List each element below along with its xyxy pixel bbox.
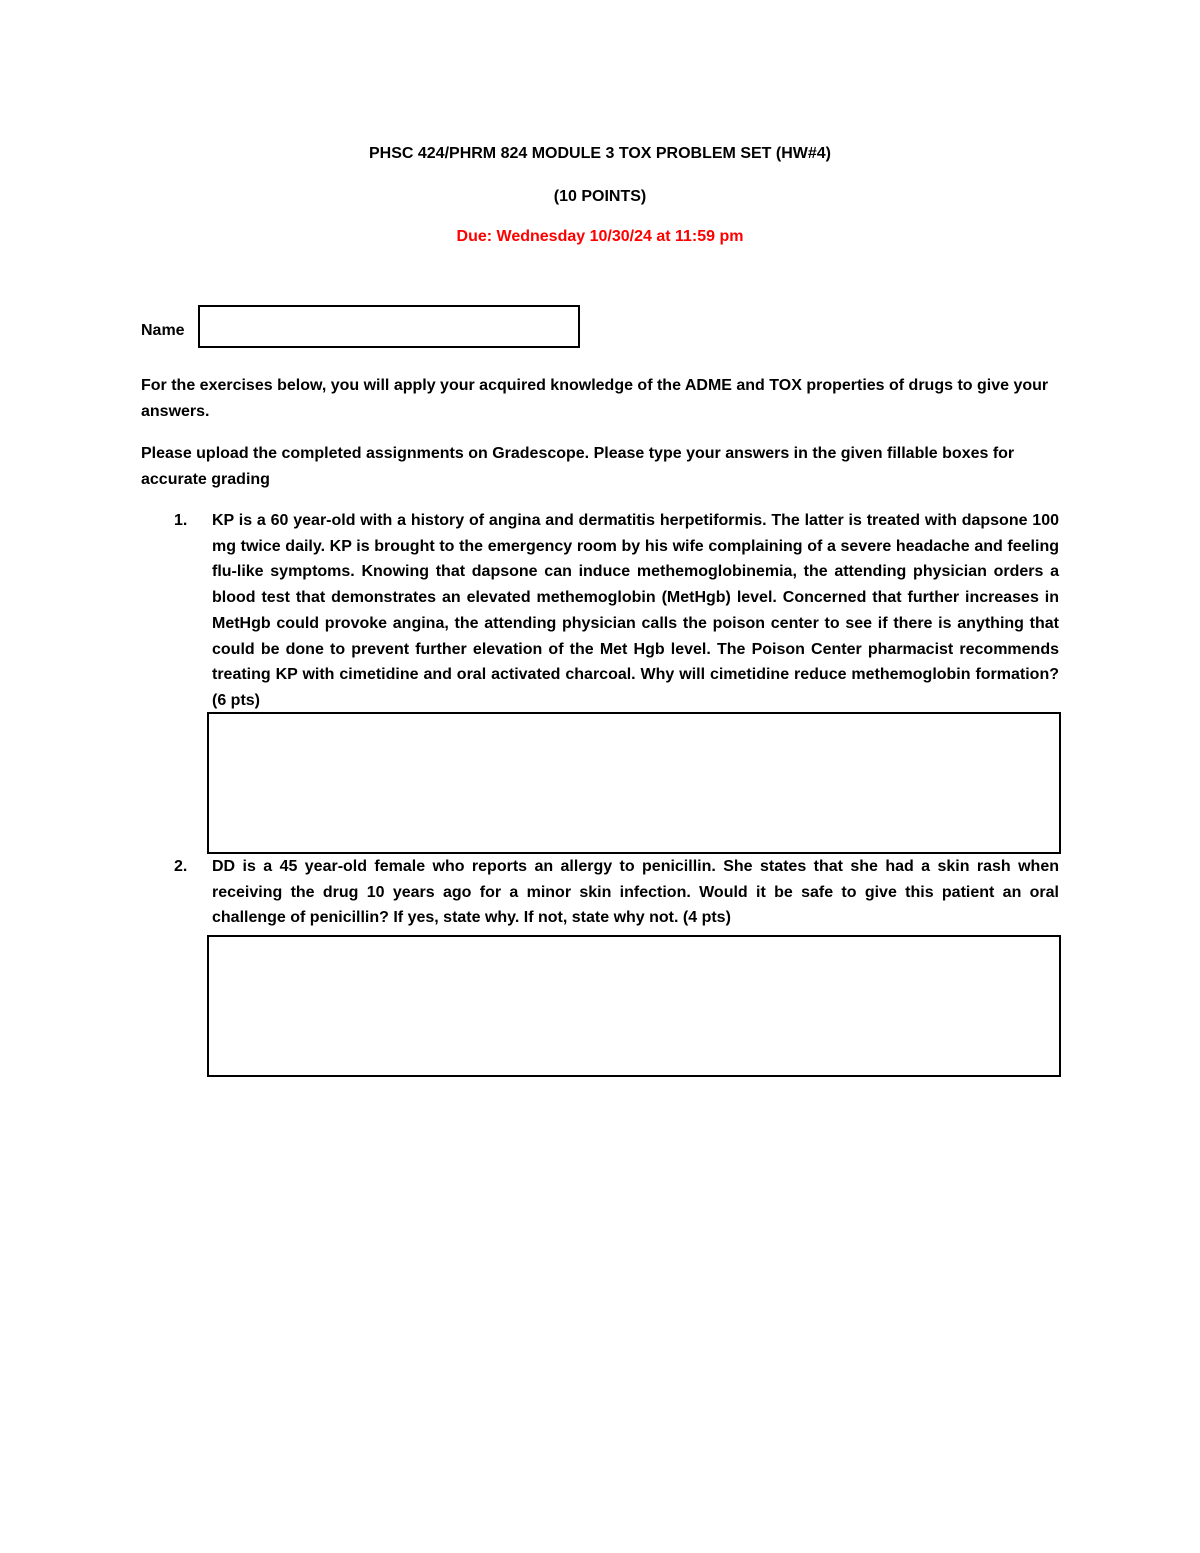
instructions-paragraph-1: For the exercises below, you will apply your acquired knowledge of the ADME and TOX properties of drugs to give your answers. <box>141 377 1049 420</box>
question-2-text: DD is a 45 year-old female who reports an allergy to penicillin. She states that she had a skin rash when receiving the drug 10 years ago for a minor skin infection. Would it be safe to give this patient an oral challenge of penicillin? If yes, state why. If not, state why not. (4 pts) <box>212 858 1059 927</box>
question-2-number: 2. <box>174 858 188 875</box>
total-points: (10 POINTS) <box>553 188 647 205</box>
question-2-answer-field[interactable] <box>207 935 1061 1077</box>
document-title: PHSC 424/PHRM 824 MODULE 3 TOX PROBLEM SET (HW#4) <box>368 145 831 162</box>
instructions-paragraph-2: Please upload the completed assignments on Gradescope. Please type your answers in the given fillable boxes for accurate grading <box>141 445 1015 488</box>
question-1-text: KP is a 60 year-old with a history of angina and dermatitis herpetiformis. The latter is treated with dapsone 100 mg twice daily. KP is brought to the emergency room by his wife complaining of a severe headache and feeling flu-like symptoms. Knowing that dapsone can induce methemoglobinemia, the attending physician orders a blood test that demonstrates an elevated methemoglobin (MetHgb) level. Concerned that further increases in MetHgb could provoke angina, the attending physician calls the poison center to see if there is anything that could be done to prevent further elevation of the Met Hgb level. The Poison Center pharmacist recommends treating KP with cimetidine and oral activated charcoal. Why will cimetidine reduce methemoglobin formation? (6 pts) <box>212 512 1059 709</box>
question-1-number: 1. <box>174 512 188 529</box>
name-label: Name <box>141 322 185 339</box>
name-field[interactable] <box>198 305 580 348</box>
question-1-answer-field[interactable] <box>207 712 1061 854</box>
due-date: Due: Wednesday 10/30/24 at 11:59 pm <box>456 228 744 245</box>
